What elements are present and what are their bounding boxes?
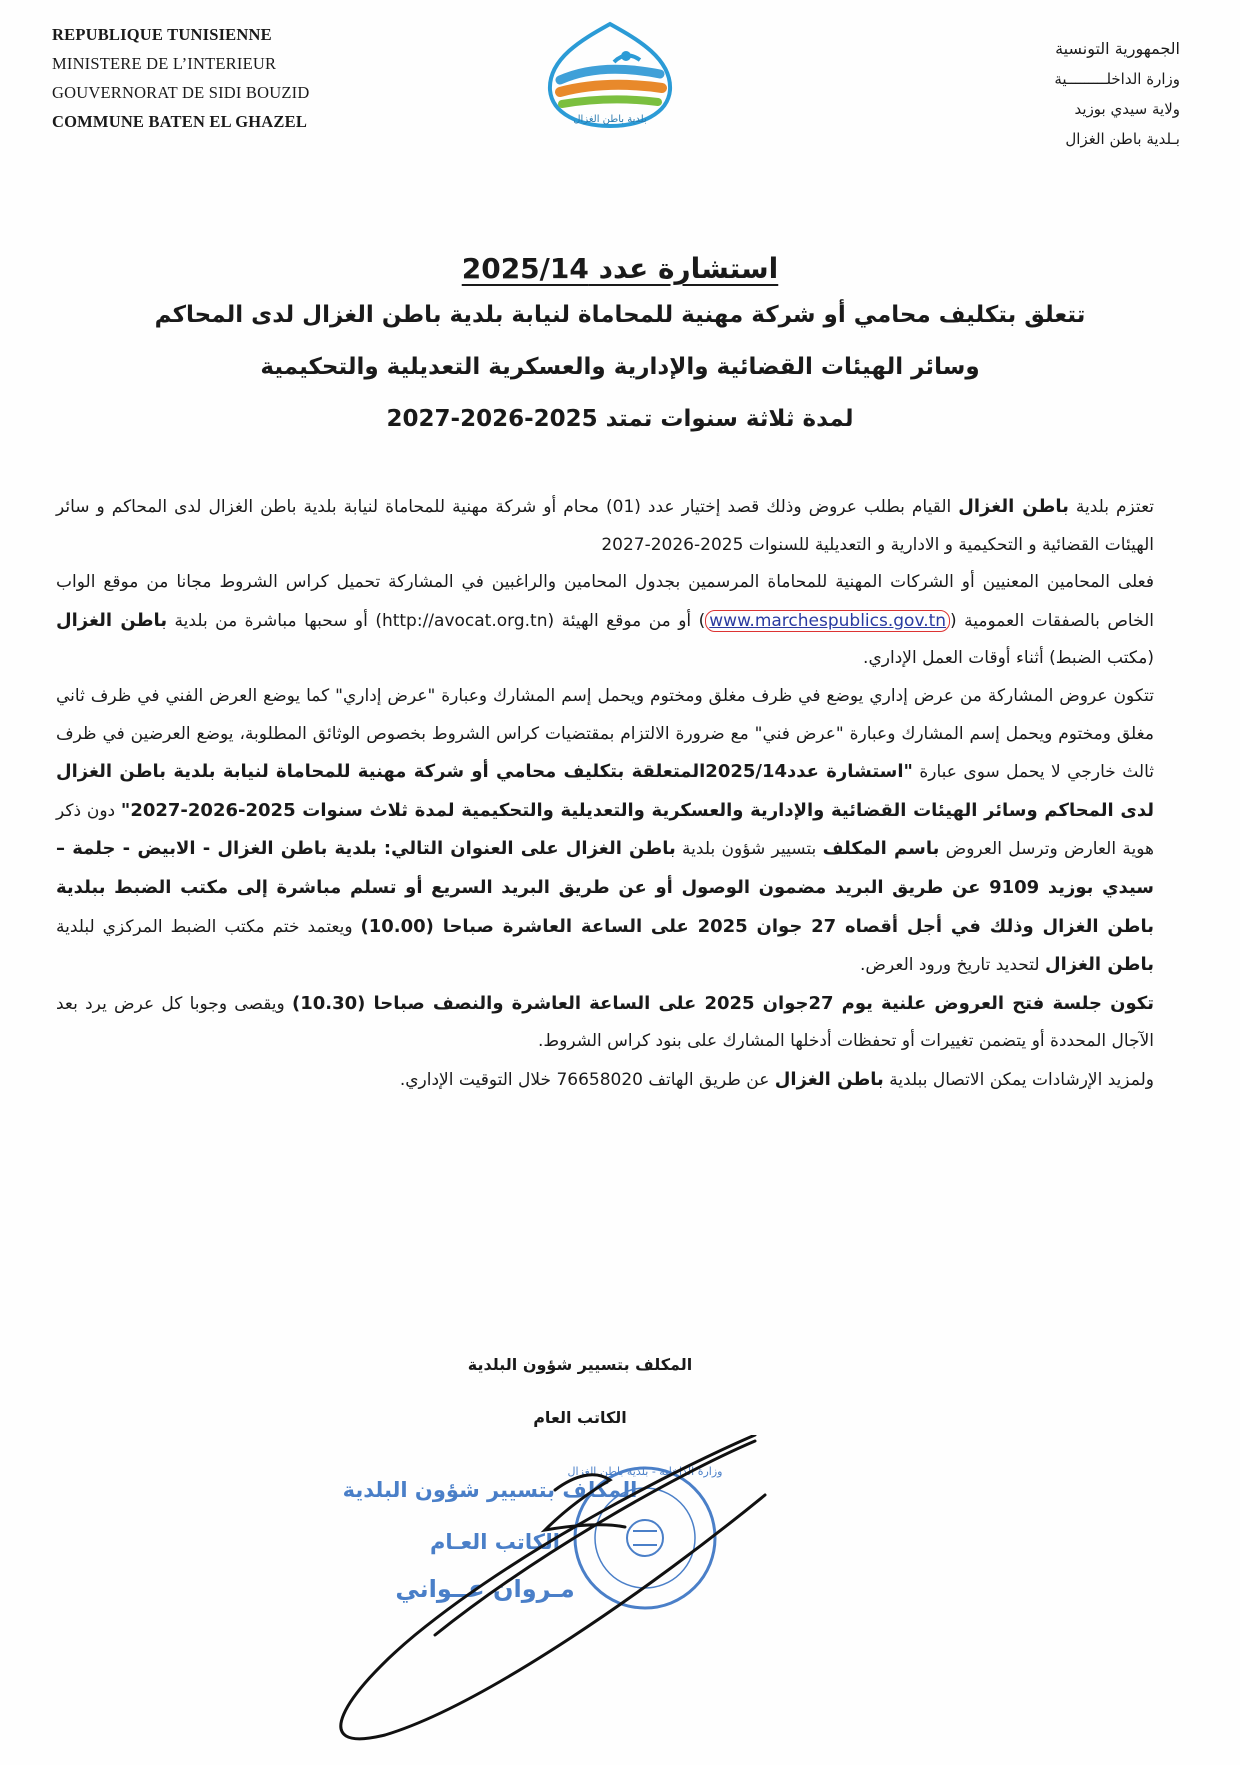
p3-envelope-label: "استشارة عدد2025/14المتعلقة بتكليف محامي أو شركة مهنية للمحاماة لنيابة بلدية باطن الغزال لدى المحاكم وسائر الهيئات القضائية والإدارية والعسكرية والتعديلية والتحكيمية لمدة ثلاث سنوات 2025-2026-2027" [56, 761, 1154, 821]
title-line-3: لمدة ثلاثة سنوات تمتد 2025-2026-2027 [386, 406, 854, 432]
ministry-ar: وزارة الداخلـــــــــية [1054, 70, 1180, 88]
p1-commune: باطن الغزال [958, 496, 1069, 517]
p3-text-i: لتحديد تاريخ ورود العرض. [860, 955, 1045, 976]
p3-commune: باطن الغزال [1044, 954, 1154, 976]
republic-fr: REPUBLIQUE TUNISIENNE [52, 25, 272, 44]
marchespublics-link[interactable]: www.marchespublics.gov.tn [705, 610, 950, 632]
document-title-block [80, 252, 1160, 441]
p5-text-c: عن طريق الهاتف 76658020 خلال التوقيت الإداري. [399, 1069, 775, 1090]
p2-commune: باطن الغزال [56, 609, 168, 631]
p2-text-a: فعلى المحامين المعنيين أو الشركات المهنية للمحاماة المرسمين بجدول المحامين والراغبين في المشاركة تحميل كراس الشروط مجانا من موقع الواب الخاص بالصفقات العمومية ( [56, 572, 1154, 631]
header-arabic [1054, 34, 1180, 154]
p5-commune: باطن الغزال [774, 1068, 884, 1090]
p3-text-e: بتسيير شؤون بلدية [675, 839, 823, 860]
ministry-fr: MINISTERE DE L’INTERIEUR [52, 54, 277, 73]
p1-text-a: تعتزم بلدية [1068, 497, 1154, 517]
logo-caption: بلدية باطن الغزال [573, 114, 647, 125]
title-line-2: وسائر الهيئات القضائية والإدارية والعسكرية التعديلية والتحكيمية [260, 354, 980, 380]
signatory-role: المكلف بتسيير شؤون البلدية [467, 1355, 693, 1374]
p5-text-a: ولمزيد الإرشادات يمكن الاتصال ببلدية [883, 1069, 1154, 1090]
commune-fr: COMMUNE BATEN EL GHAZEL [52, 112, 308, 131]
header-french [52, 20, 309, 136]
seal-text: وزارة الداخلية - بلدية باطن الغزال [567, 1465, 723, 1478]
p3-text-c: دون ذكر هوية العارض وترسل العروض [56, 800, 1154, 860]
paragraph-opening [56, 985, 1154, 1061]
commune-ar: بـلدية باطن الغزال [1065, 130, 1180, 148]
stamp-line-1: المكلف بتسيير شؤون البلدية [342, 1478, 638, 1502]
official-stamp-signature [325, 1435, 785, 1765]
p1-text-c: القيام بطلب عروض وذلك قصد إختيار عدد (01) محام أو شركة مهنية للمحاماة لنيابة بلدية باطن الغزال لدى المحاكم و سائر الهيئات القضائية و التحكيمية و الادارية و التعديلية للسنوات 2025-2026-2027 [56, 497, 1154, 555]
governorate-fr: GOUVERNORAT DE SIDI BOUZID [52, 83, 310, 102]
p3-addressee: باسم المكلف [822, 838, 940, 860]
signatory-title: الكاتب العام [533, 1408, 627, 1427]
document-body [56, 488, 1154, 1100]
p4-text-b: ويقصى وجوبا كل عرض يرد بعد الآجال المحددة أو يتضمن تغييرات أو تحفظات أدخلها المشارك على بنود كراس الشروط. [56, 993, 1154, 1052]
stamp-line-3: مـروان عــواني [395, 1575, 575, 1603]
paragraph-offers [56, 678, 1154, 985]
p3-address-deadline: باطن الغزال على العنوان التالي: بلدية باطن الغزال - الابيض - جلمة – سيدي بوزيد 9109 عن طريق البريد مضمون الوصول أو عن طريق البريد السريع أو تسلم مباشرة إلى مكتب الضبط ببلدية باطن الغزال وذلك في أجل أقصاه 27 جوان 2025 على الساعة العاشرة صباحا (10.00) [56, 838, 1155, 937]
stamp-line-2: الكاتب العـام [430, 1530, 560, 1554]
p2-text-d: (مكتب الضبط) أثناء أوقات العمل الإداري. [863, 648, 1154, 669]
consultation-title: استشارة عدد 2025/14 [461, 252, 779, 285]
paragraph-intro [56, 488, 1154, 564]
paragraph-contact [56, 1061, 1154, 1100]
p3-text-a: تتكون عروض المشاركة من عرض إداري يوضع في ظرف مغلق ومختوم ويحمل إسم المشارك وعبارة "عرض إداري" كما يوضع العرض الفني في ظرف ثاني مغلق ومختوم ويحمل إسم المشارك وعبارة "عرض فني" مع ضرورة الالتزام بمقتضيات كراس الشروط بخصوص الوثائق المطلوبة، يوضع العرضين في ظرف ثالث خارجي لا يحمل سوى عبارة [56, 685, 1154, 783]
p3-text-g: ويعتمد ختم مكتب الضبط المركزي لبلدية [56, 916, 361, 937]
governorate-ar: ولاية سيدي بوزيد [1074, 100, 1180, 118]
title-line-1: تتعلق بتكليف محامي أو شركة مهنية للمحاماة لنيابة بلدية باطن الغزال لدى المحاكم [154, 302, 1086, 328]
p2-text-b: ) أو من موقع الهيئة (http://avocat.org.tn) أو سحبها مباشرة من بلدية [167, 610, 706, 631]
republic-ar: الجمهورية التونسية [1055, 39, 1180, 58]
municipality-logo [540, 18, 680, 128]
p4-opening-session: تكون جلسة فتح العروض علنية يوم 27جوان 2025 على الساعة العاشرة والنصف صباحا (10.30) [292, 992, 1154, 1014]
paragraph-download [56, 564, 1154, 678]
